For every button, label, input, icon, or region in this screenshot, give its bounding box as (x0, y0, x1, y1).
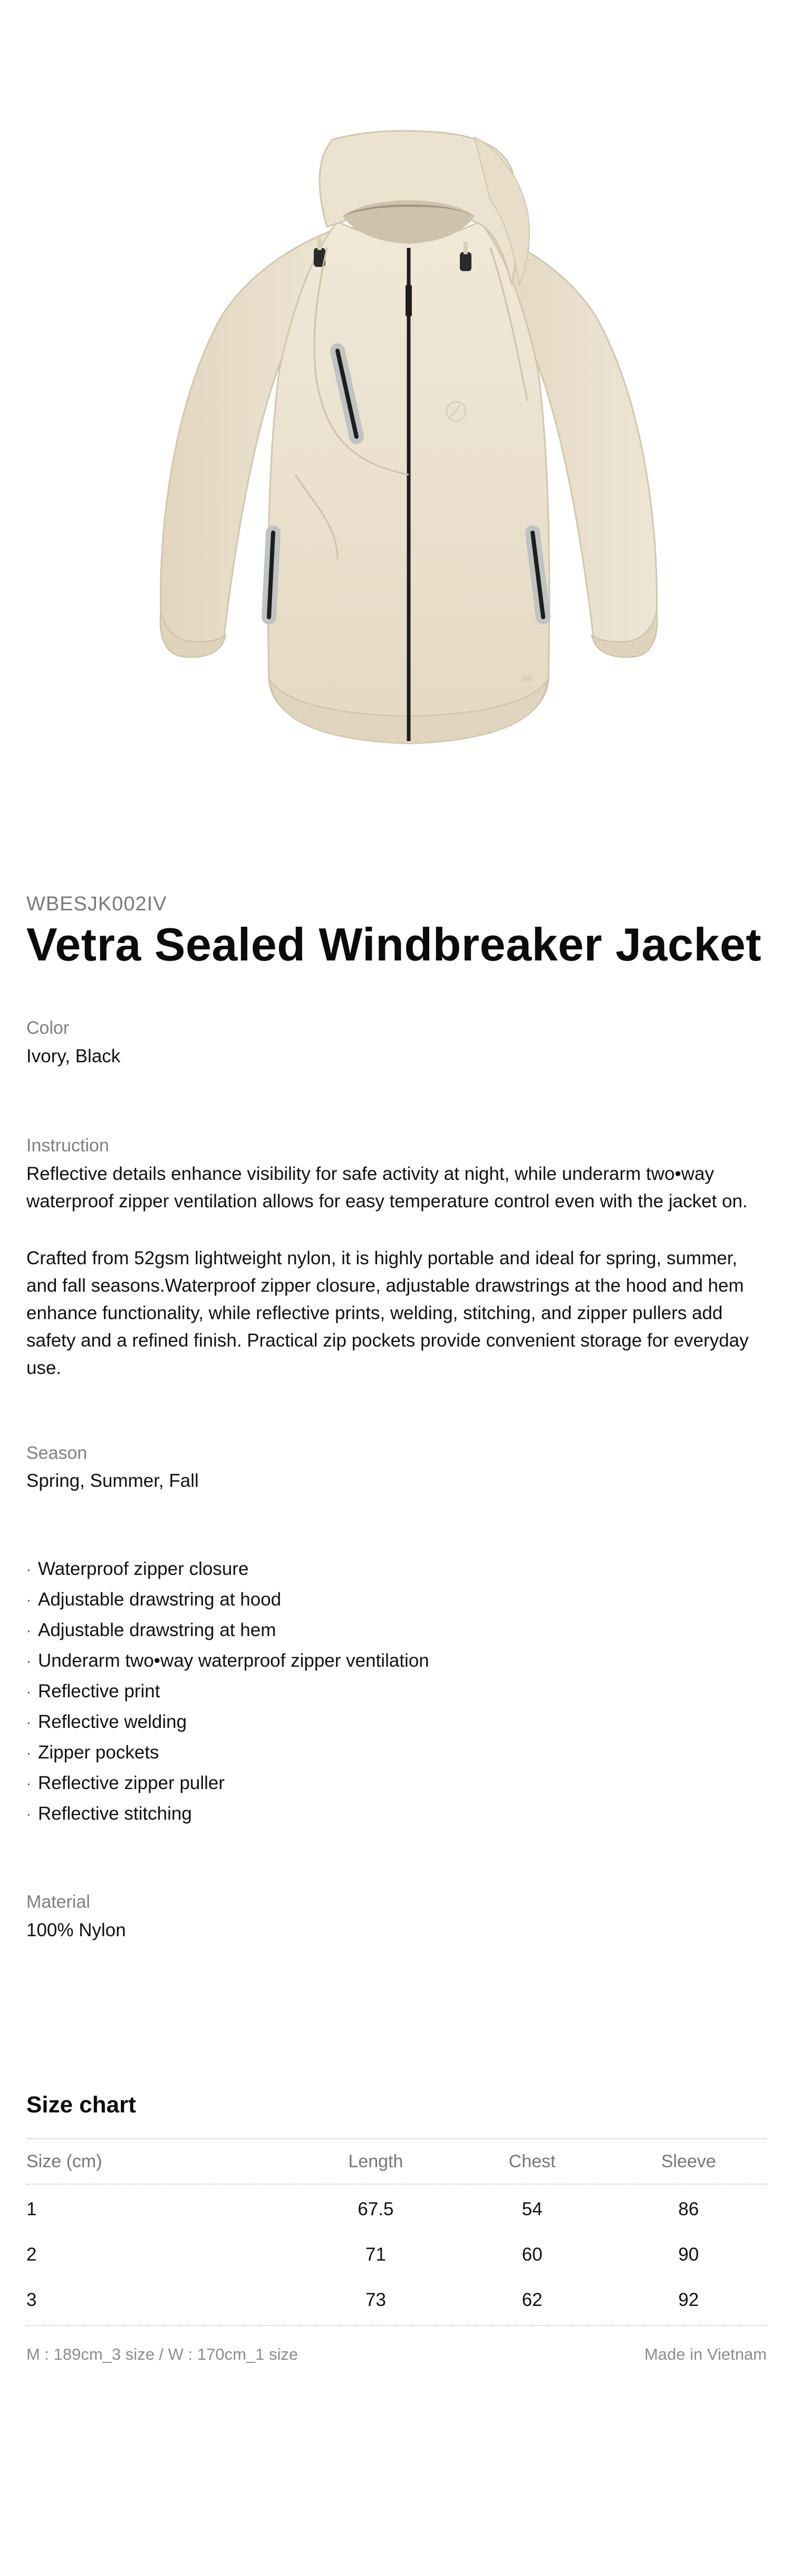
table-header-row (26, 2139, 767, 2185)
bullet-icon: · (26, 1561, 31, 1577)
list-item: · Reflective zipper puller (26, 1768, 429, 1799)
instruction-paragraph-1: Reflective details enhance visibility for safe activity at night, while underarm two•way waterproof zipper ventilation allows for easy temperature control even with the jacket on. (26, 1164, 748, 1212)
cell-size: 1 (26, 2199, 37, 2219)
list-item: · Adjustable drawstring at hood (26, 1584, 429, 1615)
list-item: · Reflective stitching (26, 1799, 429, 1829)
cell-chest: 62 (522, 2290, 543, 2310)
table-body (26, 2185, 767, 2326)
bullet-icon: · (26, 1714, 31, 1730)
header-chest: Chest (508, 2151, 556, 2171)
origin-note: Made in Vietnam (644, 2345, 767, 2363)
cell-sleeve: 86 (678, 2199, 699, 2219)
product-image (0, 0, 791, 823)
cell-size: 3 (26, 2290, 37, 2310)
table-row (26, 2277, 767, 2323)
right-pocket-zipper (533, 533, 543, 617)
cell-length: 67.5 (358, 2199, 394, 2219)
header-size: Size (cm) (26, 2151, 102, 2171)
material-label: Material (26, 1892, 90, 1912)
list-item: · Adjustable drawstring at hem (26, 1615, 429, 1646)
instruction-paragraph-2: Crafted from 52gsm lightweight nylon, it is highly portable and ideal for spring, summer, and fall seasons.Waterproof zipper closure, adjustable drawstrings at the hood and hem enhance functionality, while reflective prints, welding, stitching, and zipper pullers add safety and a refined finish. Practical zip pockets provide convenient storage for everyday use. (26, 1248, 749, 1378)
bullet-icon: · (26, 1684, 31, 1699)
hem-logo (522, 675, 533, 681)
cell-chest: 60 (522, 2244, 543, 2265)
material-value: 100% Nylon (26, 1920, 126, 1940)
left-pocket-zipper (269, 533, 273, 617)
bullet-icon: · (26, 1622, 31, 1638)
feature-list (26, 1554, 429, 1829)
cell-sleeve: 92 (678, 2290, 699, 2310)
cell-length: 71 (365, 2244, 386, 2265)
cell-size: 2 (26, 2244, 37, 2265)
bullet-icon: · (26, 1806, 31, 1822)
bullet-icon: · (26, 1592, 31, 1608)
color-value: Ivory, Black (26, 1046, 121, 1066)
size-chart-title: Size chart (26, 2092, 136, 2118)
instruction-label: Instruction (26, 1136, 109, 1156)
season-label: Season (26, 1443, 88, 1463)
product-title: Vetra Sealed Windbreaker Jacket (26, 918, 762, 970)
size-chart-footer (26, 2345, 767, 2364)
season-value: Spring, Summer, Fall (26, 1470, 199, 1491)
cell-sleeve: 90 (678, 2244, 699, 2265)
cell-length: 73 (365, 2290, 386, 2310)
cell-chest: 54 (522, 2199, 543, 2219)
list-item: · Underarm two•way waterproof zipper ventilation (26, 1646, 429, 1676)
product-sku: WBESJK002IV (26, 893, 167, 915)
list-item: · Waterproof zipper closure (26, 1554, 429, 1584)
list-item: · Reflective welding (26, 1707, 429, 1737)
size-chart-table (26, 2138, 767, 2326)
bullet-icon: · (26, 1653, 31, 1669)
header-sleeve: Sleeve (661, 2151, 716, 2171)
list-item: · Zipper pockets (26, 1737, 429, 1768)
model-size-note: M : 189cm_3 size / W : 170cm_1 size (26, 2345, 298, 2363)
color-label: Color (26, 1018, 70, 1038)
header-length: Length (348, 2151, 403, 2171)
list-item: · Reflective print (26, 1676, 429, 1707)
table-row (26, 2232, 767, 2277)
bullet-icon: · (26, 1745, 31, 1761)
table-row (26, 2187, 767, 2232)
bullet-icon: · (26, 1775, 31, 1791)
